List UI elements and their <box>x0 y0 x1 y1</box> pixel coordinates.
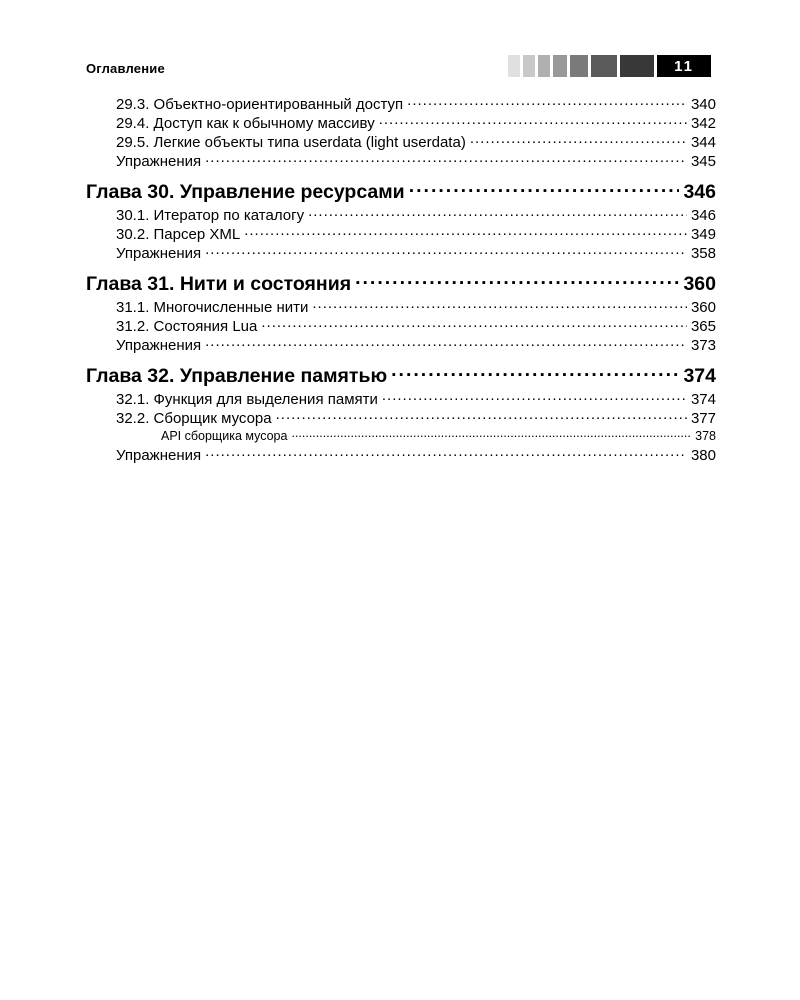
toc-leader-dots <box>355 270 679 290</box>
toc-leader-dots <box>407 94 687 109</box>
toc-label: 31.2. Состояния Lua <box>116 318 258 335</box>
toc-entry <box>86 316 716 335</box>
header-bar <box>591 55 617 77</box>
toc-label: Упражнения <box>116 245 202 262</box>
header-bar <box>523 55 535 77</box>
toc-page-number: 358 <box>690 245 716 262</box>
toc-page-number: 373 <box>690 337 716 354</box>
toc-label: Упражнения <box>116 447 202 464</box>
toc-leader-dots <box>205 335 687 350</box>
running-header <box>86 55 716 79</box>
page-number: 11 <box>657 55 711 77</box>
toc-leader-dots <box>312 297 687 312</box>
toc-label: 29.4. Доступ как к обычному массиву <box>116 115 375 132</box>
header-title: Оглавление <box>86 61 165 76</box>
toc-page-number: 346 <box>690 207 716 224</box>
toc-leader-dots <box>276 408 687 423</box>
toc-page-number: 377 <box>690 410 716 427</box>
toc-label: API сборщика мусора <box>161 428 288 443</box>
toc-leader-dots <box>205 445 687 460</box>
toc-page-number: 378 <box>695 428 716 443</box>
header-bar <box>620 55 654 77</box>
toc-entry <box>86 205 716 224</box>
toc-entry <box>86 335 716 354</box>
header-bar <box>570 55 588 77</box>
toc-label: Упражнения <box>116 153 202 170</box>
toc-leader-dots <box>261 316 687 331</box>
toc-leader-dots <box>470 132 687 147</box>
toc-entry <box>86 243 716 262</box>
toc-page-number: 365 <box>690 318 716 335</box>
toc-label: 29.5. Легкие объекты типа userdata (light userdata) <box>116 134 466 151</box>
toc-label: 32.1. Функция для выделения памяти <box>116 391 378 408</box>
toc-entry <box>86 94 716 113</box>
toc-label: 30.2. Парсер XML <box>116 226 241 243</box>
toc-page-number: 360 <box>683 272 716 295</box>
toc-page-number: 342 <box>690 115 716 132</box>
toc-entry <box>86 132 716 151</box>
toc-label: Глава 31. Нити и состояния <box>86 272 352 295</box>
toc-entry <box>86 151 716 170</box>
toc-leader-dots <box>409 178 680 198</box>
toc-leader-dots <box>308 205 687 220</box>
toc-entry <box>86 389 716 408</box>
toc-label: Глава 30. Управление ресурсами <box>86 180 405 203</box>
toc-label: 29.3. Объектно-ориентированный доступ <box>116 96 404 113</box>
toc-leader-dots <box>205 243 687 258</box>
header-bar <box>538 55 550 77</box>
toc-chapter <box>86 270 716 294</box>
toc-page-number: 349 <box>690 226 716 243</box>
header-decoration <box>508 55 711 77</box>
table-of-contents <box>86 94 716 464</box>
toc-label: Упражнения <box>116 337 202 354</box>
toc-page-number: 345 <box>690 153 716 170</box>
toc-entry <box>86 408 716 427</box>
toc-label: 31.1. Многочисленные нити <box>116 299 309 316</box>
toc-leader-dots <box>244 224 687 239</box>
toc-label: Глава 32. Управление памятью <box>86 364 388 387</box>
toc-leader-dots <box>382 389 687 404</box>
toc-entry <box>86 113 716 132</box>
toc-label: 30.1. Итератор по каталогу <box>116 207 305 224</box>
toc-leader-dots <box>391 362 679 382</box>
toc-page-number: 344 <box>690 134 716 151</box>
toc-page-number: 346 <box>683 180 716 203</box>
toc-entry <box>86 224 716 243</box>
toc-leader-dots <box>379 113 687 128</box>
header-bar <box>553 55 567 77</box>
toc-leader-dots <box>205 151 687 166</box>
toc-page-number: 380 <box>690 447 716 464</box>
toc-label: 32.2. Сборщик мусора <box>116 410 272 427</box>
toc-subentry <box>86 427 716 445</box>
toc-chapter <box>86 362 716 386</box>
toc-leader-dots <box>291 427 691 440</box>
header-bar <box>508 55 520 77</box>
toc-entry <box>86 297 716 316</box>
toc-page-number: 374 <box>690 391 716 408</box>
toc-chapter <box>86 178 716 202</box>
toc-page-number: 374 <box>683 364 716 387</box>
toc-page-number: 340 <box>690 96 716 113</box>
toc-entry <box>86 445 716 464</box>
toc-page-number: 360 <box>690 299 716 316</box>
